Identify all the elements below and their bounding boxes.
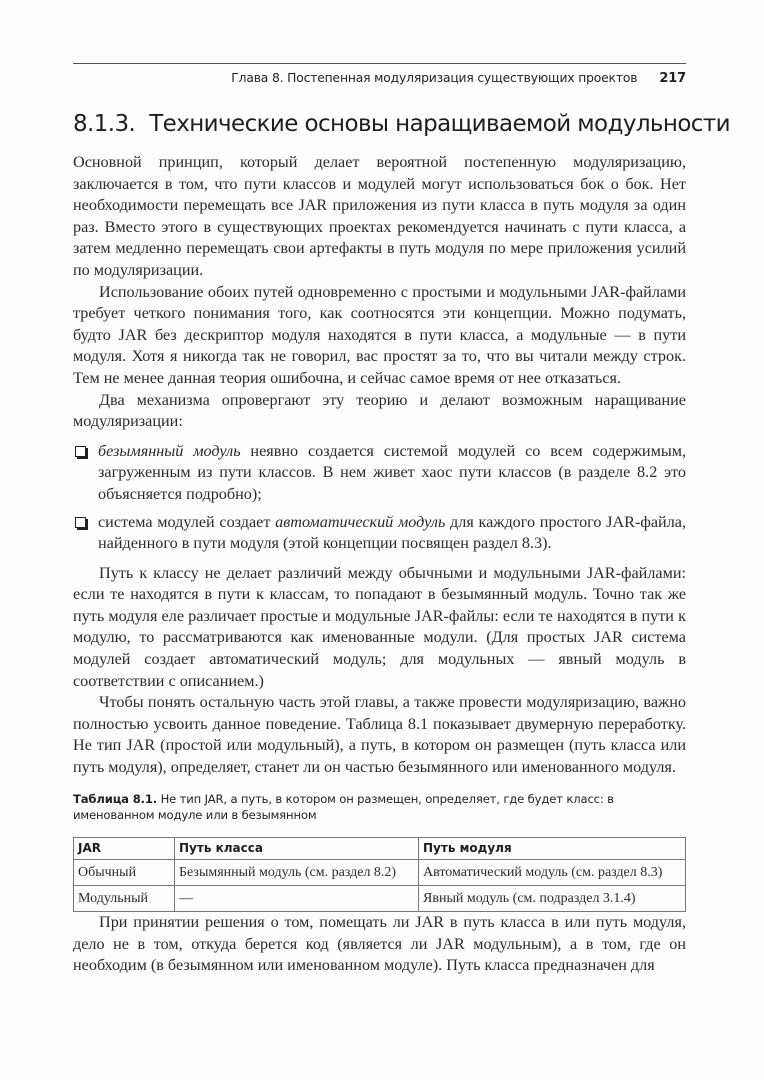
list-item (73, 512, 686, 555)
table-cell: — (175, 886, 419, 912)
checkbox-bullet-icon (75, 446, 86, 457)
section-heading (73, 111, 730, 137)
body-text (73, 152, 686, 977)
table-caption-text: Не тип JAR, а путь, в котором он размещен, определяет, где будет класс: в именованном модуле или в безымянном (73, 791, 614, 822)
term-automatic-module: автоматический модуль (275, 512, 446, 531)
table-cell: Автоматический модуль (см. раздел 8.3) (419, 860, 686, 886)
paragraph-4: Путь к классу не делает различий между обычными и модульными JAR-файлами: если те находятся в пути к классам, то попадают в безымянный модуль. Точно так же путь модуля еле различает простые и модульные JAR-файлы: если те находятся в пути к модулю, то рассматриваются как именованные модули. (Для простых JAR система модулей создает автоматический модуль; для модульных — явный модуль в соответствии с описанием.) (73, 563, 686, 690)
list-item-text: для каждого простого JAR-файла, найденного в пути модуля (этой концепции посвящен раздел 8.3). (98, 512, 687, 553)
table-caption-label: Таблица 8.1. (73, 791, 158, 806)
bullet-list (73, 441, 686, 555)
paragraph-5: Чтобы понять остальную часть этой главы, а также провести модуляризацию, важно полностью усвоить данное поведение. Таблица 8.1 показывает двумерную переработку. Не тип JAR (простой или модульный), а путь, в котором он размещен (путь класса или путь модуля), определяет, станет ли он частью безымянного или именованного модуля. (73, 693, 686, 777)
page-number: 217 (659, 71, 686, 86)
table-cell: Модульный (74, 886, 175, 912)
list-item-text: неявно создается системой модулей со всем содержимым, загруженным из пути классов. В нем живет хаос пути классов (в разделе 8.2 это объясняется подробно); (98, 441, 686, 503)
header-rule (73, 63, 686, 64)
list-item-prefix: система модулей создает (98, 512, 276, 531)
running-header (73, 71, 686, 89)
table-row (74, 860, 686, 886)
checkbox-bullet-icon (75, 517, 86, 528)
table-cell: Безымянный модуль (см. раздел 8.2) (175, 860, 419, 886)
section-number: 8.1.3. (73, 111, 136, 137)
column-header-class-path: Путь класса (175, 837, 419, 860)
paragraph-6: При принятии решения о том, помещать ли JAR в путь класса в или путь модуля, дело не в том, откуда берется код (является ли JAR модульным), а в том, где он необходим (в безымянном или именованном модуле). Путь класса предназначен для (73, 913, 686, 975)
term-unnamed-module: безымянный модуль (98, 441, 241, 460)
table-caption (73, 791, 686, 823)
jar-path-table (73, 837, 686, 913)
table-cell: Явный модуль (см. подраздел 3.1.4) (419, 886, 686, 912)
table-row (74, 886, 686, 912)
table-cell: Обычный (74, 860, 175, 886)
table-header-row (74, 837, 686, 860)
paragraph-1: Основной принцип, который делает вероятной постепенную модуляризацию, заключается в том, что пути классов и модулей могут использоваться бок о бок. Нет необходимости перемещать все JAR приложения из пути класса в путь модуля за один раз. Вместо этого в существующих проектах рекомендуется начинать с пути класса, а затем медленно перемещать свои артефакты в путь модуля по мере приложения усилий по модуляризации. (73, 153, 686, 279)
section-title: Технические основы наращиваемой модульности (149, 111, 730, 137)
paragraph-2: Использование обоих путей одновременно с простыми и модульными JAR-файлами требует четкого понимания того, как соотносятся эти концепции. Можно подумать, будто JAR без дескриптор модуля находятся в пути класса, а модульные — в пути модуля. Хотя я никогда так не говорил, вас простят за то, что вы читали между строк. Тем не менее данная теория ошибочна, и сейчас самое время от нее отказаться. (73, 282, 686, 387)
paragraph-3: Два механизма опровергают эту теорию и делают возможным наращивание модуляризации: (73, 390, 686, 431)
column-header-jar: JAR (74, 837, 175, 860)
running-title: Глава 8. Постепенная модуляризация существующих проектов (231, 71, 638, 85)
list-item (73, 441, 686, 506)
column-header-module-path: Путь модуля (419, 837, 686, 860)
